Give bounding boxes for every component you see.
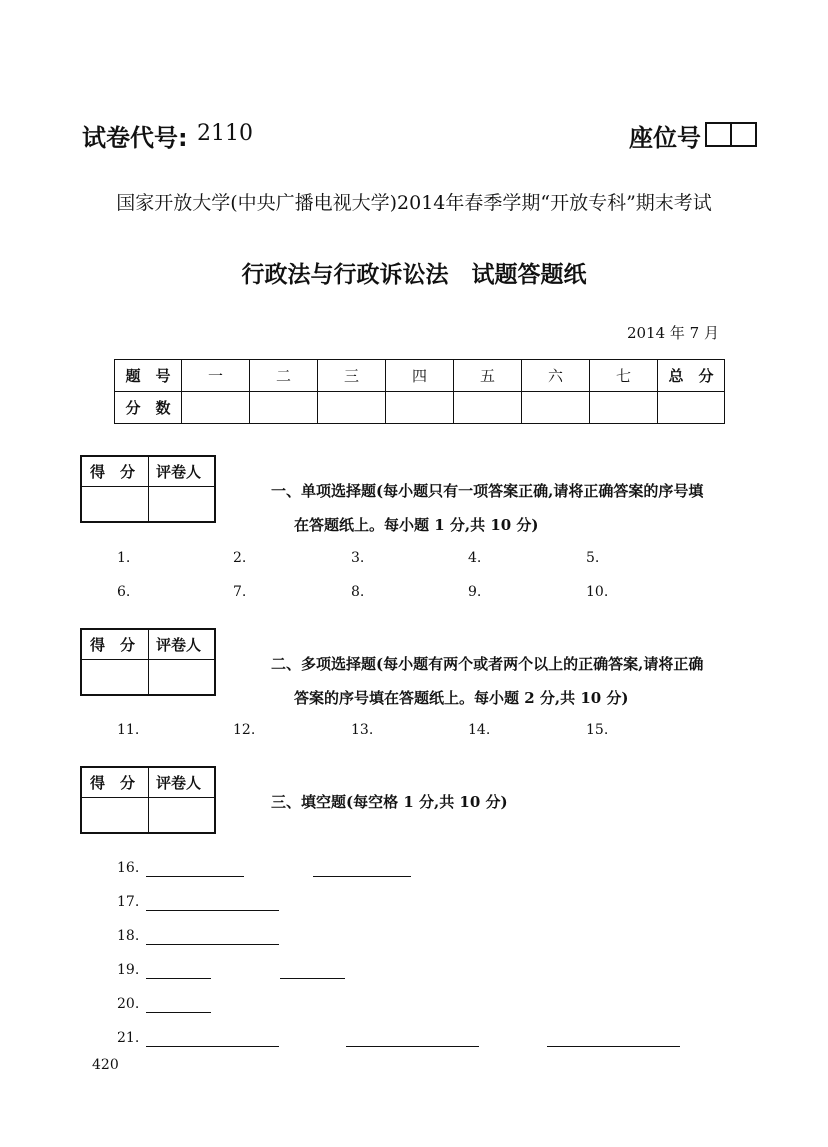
question-number: 2. (233, 550, 247, 566)
score-cell[interactable] (658, 392, 725, 424)
grader-reviewer-label: 评卷人 (156, 463, 202, 481)
blank-question-number: 20. (117, 996, 140, 1012)
question-number: 7. (233, 584, 247, 600)
score-cell[interactable] (522, 392, 590, 424)
exam-title: 国家开放大学(中央广播电视大学)2014年春季学期“开放专科”期末考试 (116, 192, 712, 214)
grader-box-divider (82, 797, 214, 798)
score-cell[interactable] (182, 392, 250, 424)
grader-score-label: 得 分 (90, 636, 136, 654)
seat-number-label: 座位号 (629, 124, 701, 152)
score-column-total: 总 分 (658, 360, 725, 392)
score-column-5: 五 (454, 360, 522, 392)
paper-title: 行政法与行政诉讼法 试题答题纸 (241, 262, 587, 288)
score-table-score-row (115, 392, 725, 424)
question-number: 4. (468, 550, 482, 566)
question-number: 6. (117, 584, 131, 600)
answer-blank[interactable] (146, 978, 211, 979)
score-cell[interactable] (250, 392, 318, 424)
question-number: 13. (351, 722, 374, 738)
answer-blank[interactable] (146, 876, 244, 877)
score-column-3: 三 (318, 360, 386, 392)
blank-question-number: 19. (117, 962, 140, 978)
grader-reviewer-label: 评卷人 (156, 636, 202, 654)
grader-score-label: 得 分 (90, 463, 136, 481)
question-number-label: 题 号 (115, 360, 182, 392)
score-column-4: 四 (386, 360, 454, 392)
score-column-1: 一 (182, 360, 250, 392)
score-row-label: 分 数 (115, 392, 182, 424)
answer-blank[interactable] (146, 1012, 211, 1013)
score-column-7: 七 (590, 360, 658, 392)
question-number: 12. (233, 722, 256, 738)
score-column-2: 二 (250, 360, 318, 392)
question-number: 14. (468, 722, 491, 738)
question-number: 9. (468, 584, 482, 600)
score-cell[interactable] (318, 392, 386, 424)
answer-blank[interactable] (346, 1046, 479, 1047)
grader-score-label: 得 分 (90, 774, 136, 792)
score-table-header-row (115, 360, 725, 392)
blank-question-number: 17. (117, 894, 140, 910)
paper-code-label: 试卷代号: (82, 124, 188, 152)
seat-box-divider (730, 124, 732, 145)
question-number: 10. (586, 584, 609, 600)
answer-blank[interactable] (146, 944, 279, 945)
score-cell[interactable] (590, 392, 658, 424)
score-cell[interactable] (386, 392, 454, 424)
page-number: 420 (92, 1057, 119, 1073)
grader-box-divider (148, 630, 149, 694)
seat-number-box[interactable] (705, 122, 757, 147)
section-1-instructions-line-1: 一、单项选择题(每小题只有一项答案正确,请将正确答案的序号填 (271, 482, 704, 500)
answer-blank[interactable] (313, 876, 411, 877)
answer-blank[interactable] (280, 978, 345, 979)
blank-question-number: 21. (117, 1030, 140, 1046)
score-cell[interactable] (454, 392, 522, 424)
score-column-6: 六 (522, 360, 590, 392)
answer-blank[interactable] (146, 1046, 279, 1047)
question-number: 5. (586, 550, 600, 566)
grader-reviewer-label: 评卷人 (156, 774, 202, 792)
section-2-instructions-line-2: 答案的序号填在答题纸上。每小题 2 分,共 10 分) (294, 689, 629, 707)
section-1-instructions-line-2: 在答题纸上。每小题 1 分,共 10 分) (294, 516, 539, 534)
grader-box-divider (82, 486, 214, 487)
grader-box-divider (148, 457, 149, 521)
question-number: 11. (117, 722, 140, 738)
score-table (114, 359, 725, 424)
answer-blank[interactable] (146, 910, 279, 911)
paper-code-value: 2110 (197, 121, 253, 146)
grader-box-section-3 (80, 766, 216, 834)
grader-box-divider (82, 659, 214, 660)
question-number: 1. (117, 550, 131, 566)
section-3-instructions: 三、填空题(每空格 1 分,共 10 分) (271, 793, 508, 811)
answer-blank[interactable] (547, 1046, 680, 1047)
question-number: 8. (351, 584, 365, 600)
grader-box-section-2 (80, 628, 216, 696)
exam-date: 2014 年 7 月 (626, 324, 719, 342)
blank-question-number: 18. (117, 928, 140, 944)
grader-box-section-1 (80, 455, 216, 523)
blank-question-number: 16. (117, 860, 140, 876)
section-2-instructions-line-1: 二、多项选择题(每小题有两个或者两个以上的正确答案,请将正确 (271, 655, 704, 673)
question-number: 15. (586, 722, 609, 738)
question-number: 3. (351, 550, 365, 566)
grader-box-divider (148, 768, 149, 832)
